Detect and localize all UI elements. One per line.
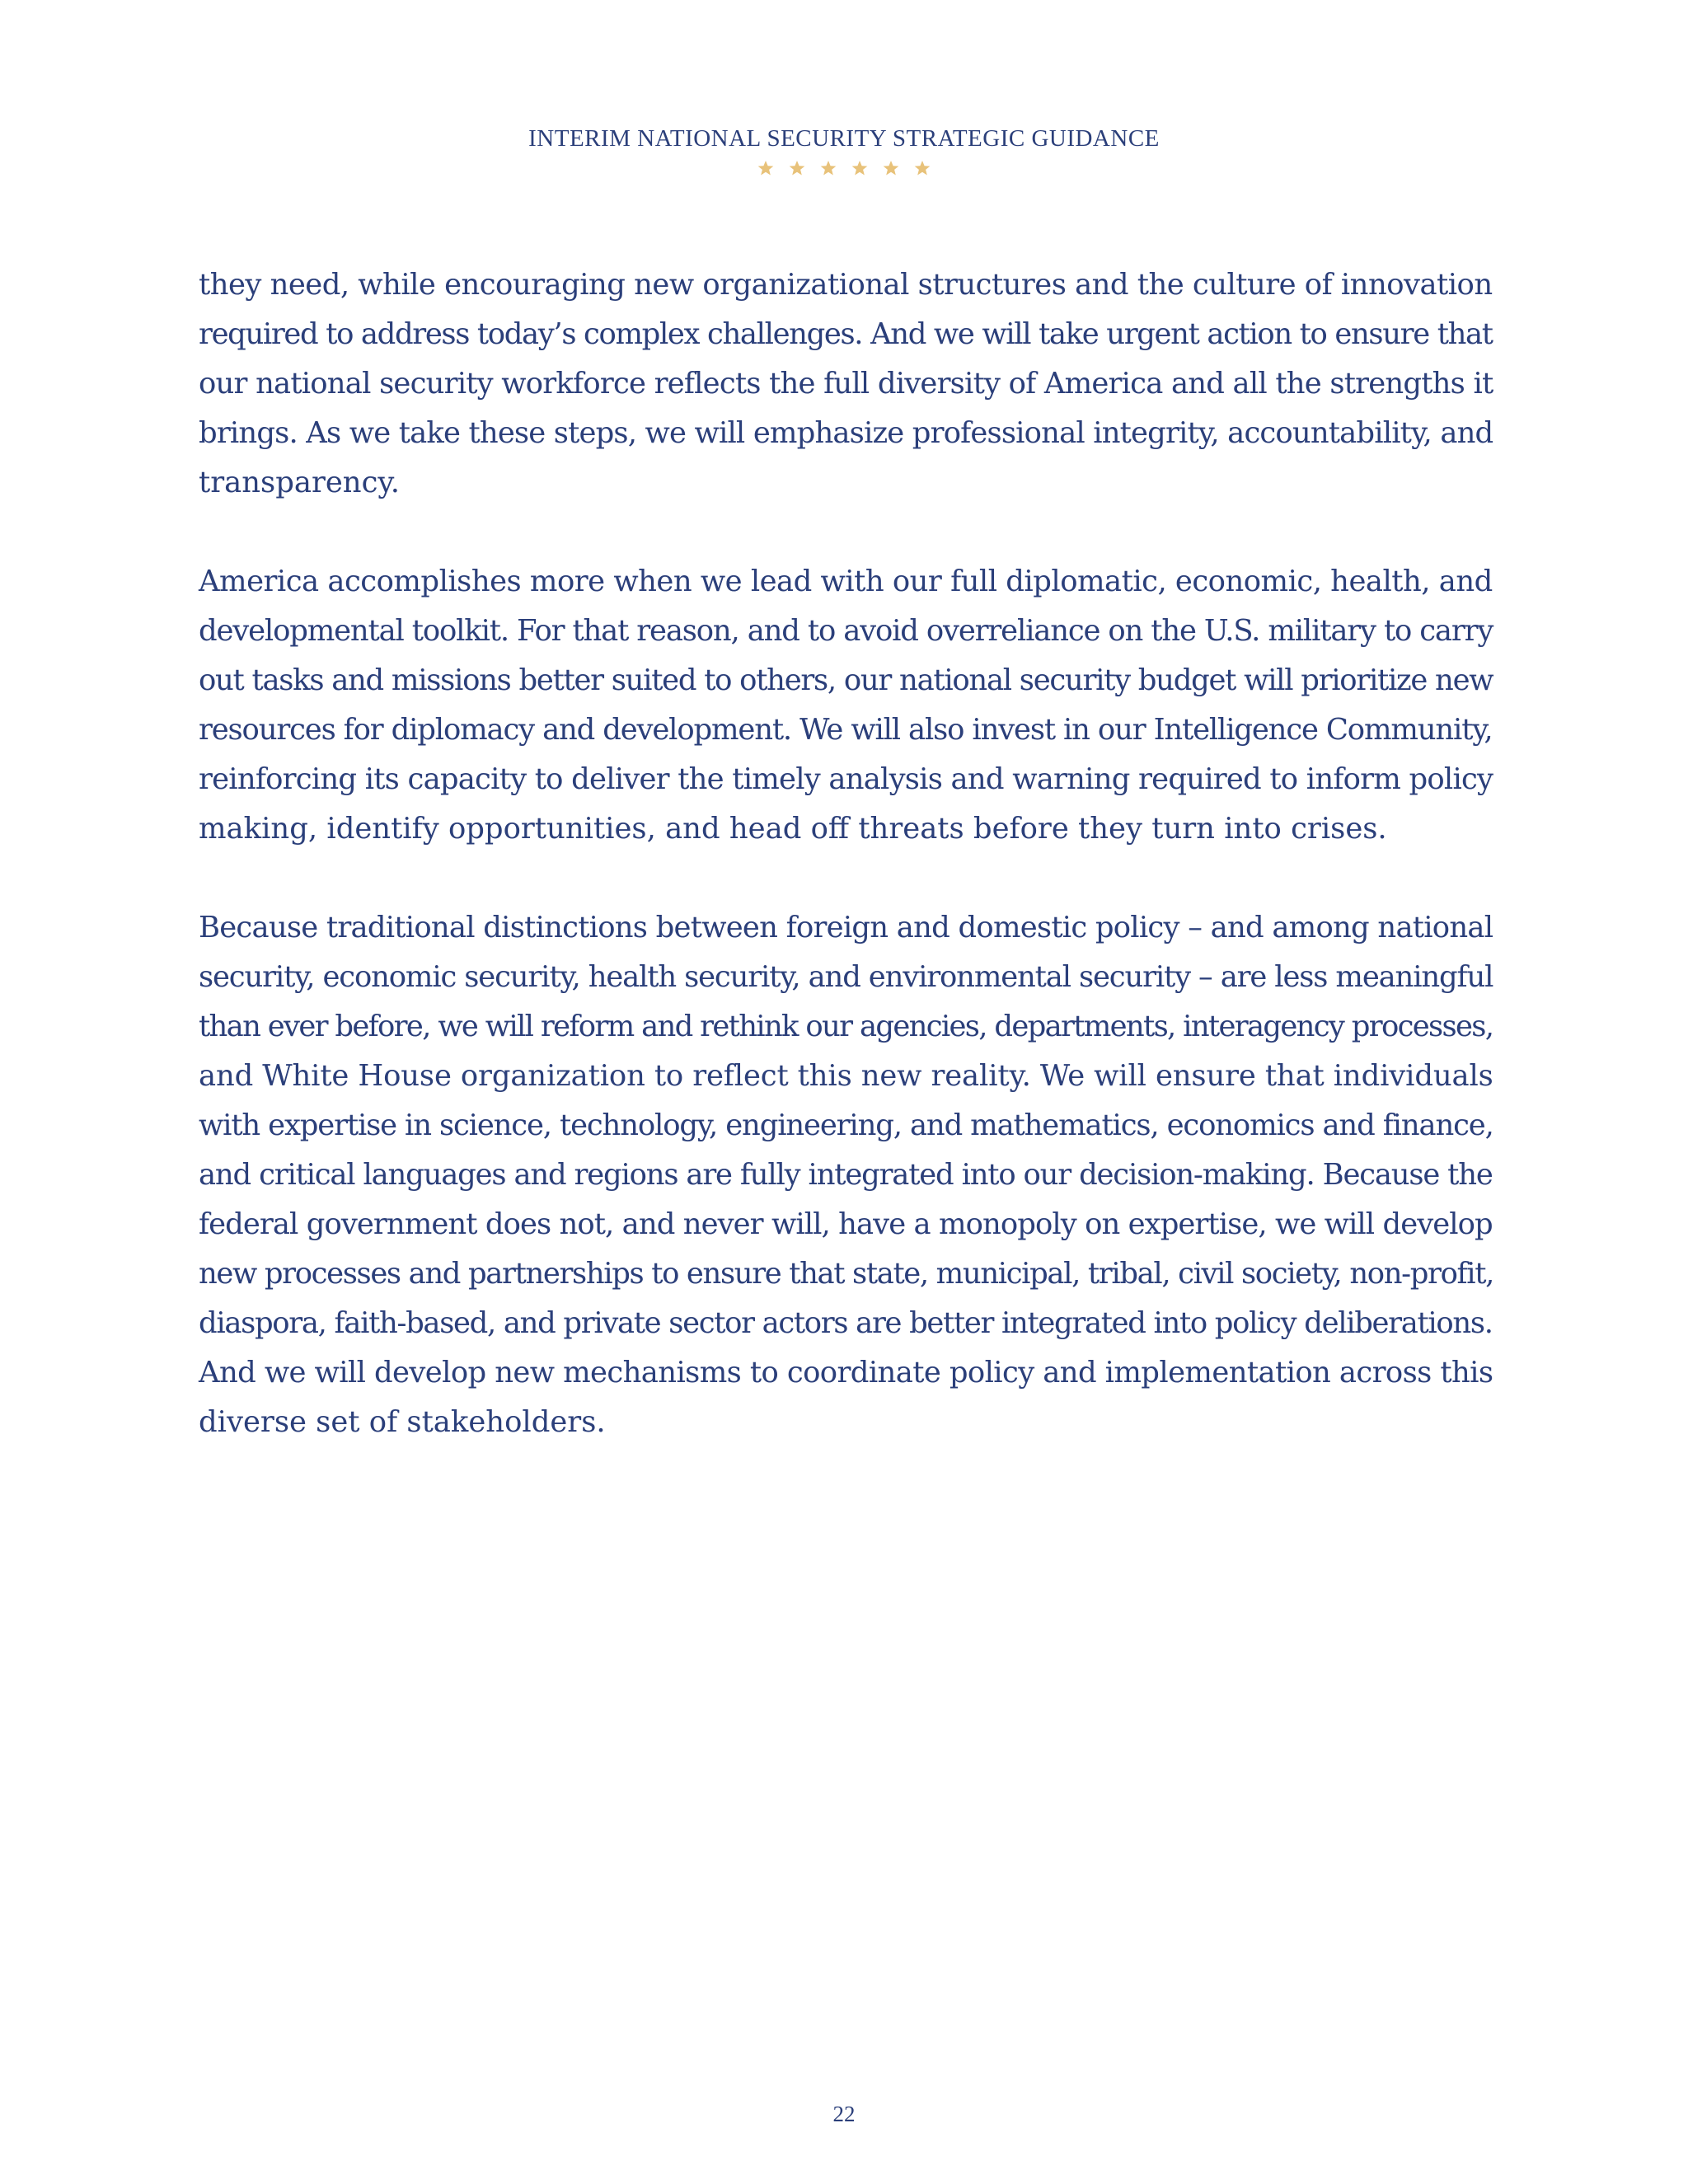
text-line: brings. As we take these steps, we will emphasize professional integrity, accountability, and bbox=[199, 416, 1493, 450]
text-line: than ever before, we will reform and rethink our agencies, departments, interagency processes, bbox=[199, 1010, 1493, 1043]
text-line: our national security workforce reflects the full diversity of America and all the strengths it bbox=[199, 367, 1493, 401]
star-icon bbox=[883, 160, 899, 176]
star-icon bbox=[914, 160, 931, 176]
text-line: Because traditional distinctions between foreign and domestic policy – and among national bbox=[199, 911, 1493, 944]
document-title: INTERIM NATIONAL SECURITY STRATEGIC GUIDANCE bbox=[528, 125, 1160, 152]
star-icon bbox=[820, 160, 837, 176]
body-text bbox=[199, 260, 1493, 1497]
text-line: And we will develop new mechanisms to coordinate policy and implementation across this bbox=[199, 1356, 1493, 1390]
text-line: required to address today’s complex challenges. And we will take urgent action to ensure that bbox=[199, 317, 1493, 351]
text-line: security, economic security, health security, and environmental security – are less meaningful bbox=[199, 960, 1493, 994]
text-line: diaspora, faith-based, and private sector actors are better integrated into policy deliberations. bbox=[199, 1306, 1493, 1340]
paragraph bbox=[199, 903, 1493, 1447]
paragraph bbox=[199, 260, 1493, 508]
text-line: with expertise in science, technology, engineering, and mathematics, economics and finance, bbox=[199, 1108, 1493, 1142]
text-line: they need, while encouraging new organizational structures and the culture of innovation bbox=[199, 268, 1493, 302]
star-row bbox=[0, 160, 1688, 176]
star-icon bbox=[851, 160, 868, 176]
page-number: 22 bbox=[832, 2102, 856, 2126]
text-line: developmental toolkit. For that reason, and to avoid overreliance on the U.S. military to carry bbox=[199, 614, 1493, 648]
paragraph bbox=[199, 557, 1493, 854]
text-line: and White House organization to reflect this new reality. We will ensure that individuals bbox=[199, 1059, 1493, 1093]
text-line: out tasks and missions better suited to others, our national security budget will prioritize new bbox=[199, 663, 1493, 697]
text-line: and critical languages and regions are fully integrated into our decision-making. Because the bbox=[199, 1158, 1493, 1192]
text-line: America accomplishes more when we lead with our full diplomatic, economic, health, and bbox=[199, 565, 1493, 598]
page-header bbox=[0, 124, 1688, 176]
star-icon bbox=[757, 160, 774, 176]
text-line: resources for diplomacy and development. We will also invest in our Intelligence Community, bbox=[199, 713, 1493, 747]
text-line: reinforcing its capacity to deliver the timely analysis and warning required to inform policy bbox=[199, 762, 1493, 796]
text-line: making, identify opportunities, and head off threats before they turn into crises. bbox=[199, 812, 1387, 846]
text-line: new processes and partnerships to ensure that state, municipal, tribal, civil society, non-profit, bbox=[199, 1257, 1494, 1291]
text-line: transparency. bbox=[199, 466, 400, 499]
star-icon bbox=[789, 160, 805, 176]
text-line: federal government does not, and never will, have a monopoly on expertise, we will develop bbox=[199, 1207, 1493, 1241]
text-line: diverse set of stakeholders. bbox=[199, 1405, 606, 1439]
